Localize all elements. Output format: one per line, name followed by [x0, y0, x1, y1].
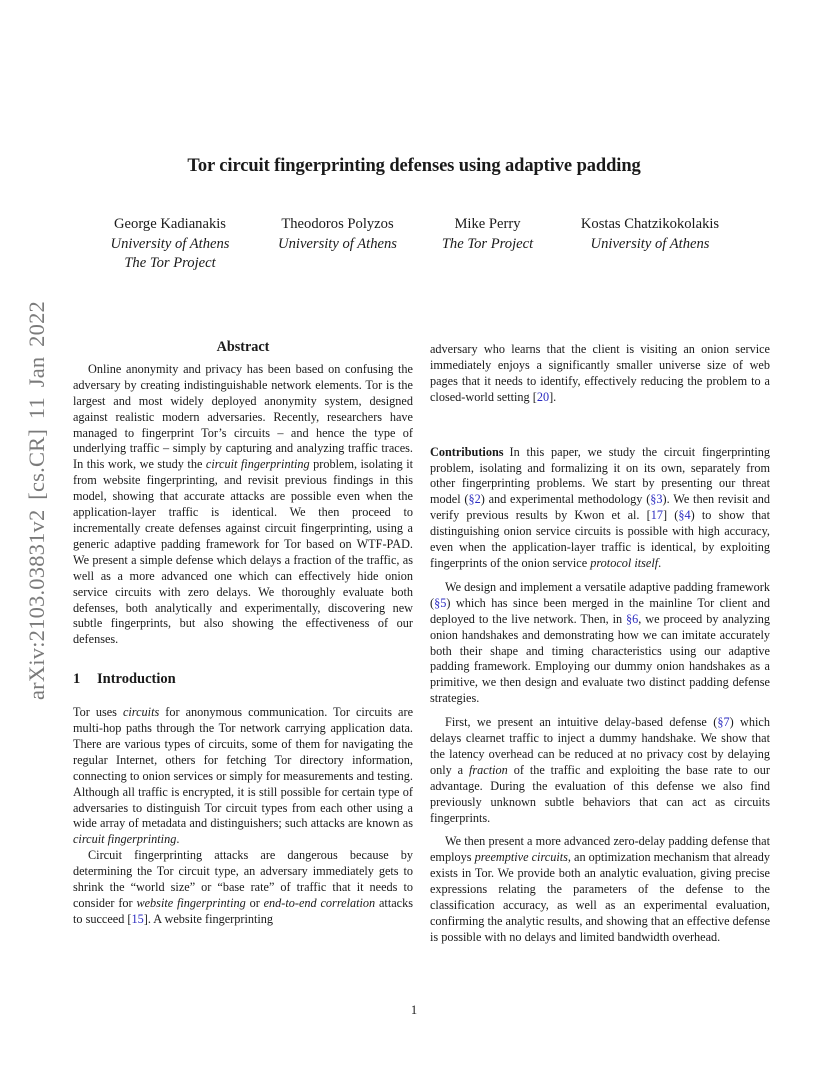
text-run: First, we present an intuitive delay-based defense (: [445, 715, 718, 730]
citation-link[interactable]: §5: [434, 595, 447, 610]
text-run: ) and experimental methodology (: [480, 492, 651, 507]
text-run: ].: [549, 389, 557, 404]
abstract-heading: Abstract: [216, 339, 270, 355]
author-3: [420, 215, 555, 254]
intro-paragraph-4: [430, 715, 770, 826]
author-name: George Kadianakis: [114, 216, 226, 232]
text-run: ) which has since been merged in the mainline Tor client and deployed to the live network. Then, in: [430, 595, 770, 626]
section-title: Introduction: [97, 671, 176, 688]
text-run: ) which delays clearnet traffic to inject a dummy handshake. We show that the latency overhead can be reduced at no privacy cost by delaying only a: [430, 715, 770, 777]
citation-link[interactable]: §7: [717, 715, 730, 730]
text-run: of the traffic and exploiting the base rate to our advantage. During the evaluation of this defense we also find previously unknown subtle behaviors that can act as circuits fingerprints.: [430, 762, 770, 825]
citation-link[interactable]: §6: [626, 611, 639, 626]
text-run: ] (: [663, 508, 679, 523]
text-run: ). We then revisit and verify previous results by Kwon et al. [: [430, 492, 771, 523]
text-run: We design and implement a versatile adaptive padding framework (: [430, 579, 770, 610]
page-number: 1: [410, 1003, 418, 1017]
author-name: Theodoros Polyzos: [281, 216, 394, 232]
citation-link[interactable]: 20: [536, 389, 550, 404]
contributions-paragraph: [430, 445, 770, 572]
right-column: [430, 342, 770, 946]
author-affiliation: The Tor Project: [441, 235, 534, 252]
contributions-heading: Contributions: [430, 444, 504, 459]
left-column: [73, 340, 413, 928]
author-2: [255, 215, 420, 254]
author-affiliation: The Tor Project: [124, 255, 216, 271]
author-name: Kostas Chatzikokolakis: [580, 216, 720, 232]
emphasis: preemptive circuits: [474, 850, 568, 865]
text-run: We then present a more advanced zero-delay padding defense that employs: [430, 834, 770, 865]
intro-paragraph-2: Circuit fingerprinting attacks are dangerous because by determining the Tor circuit type, an adversary immediately gets to shrink the “world size” or “base rate” of traffic that it needs to consider for website fingerprinting or end-to-end correlation attacks to succeed [15]. A website fingerprinting: [73, 848, 414, 926]
abstract-text: Online anonymity and privacy has been based on confusing the adversary by creating indistinguishable network elements. Tor is the largest and most widely deployed anonymity system, designed against realistic modern adversaries. Recently, researchers have managed to fingerprint Tor’s circuits – and hence the type of underlying traffic – simply by capturing and analyzing traffic traces. In this work, we study the circuit fingerprinting problem, isolating it from website fingerprinting, and revisit previous findings in this model, showing that accurate attacks are possible even when the application-layer traffic is identical. We then proceed to incrementally create defenses against circuit fingerprinting, using a generic adaptive padding framework for Tor based on WTF-PAD. We present a simple defense which delays a fraction of the traffic, as well as a more advanced one which can effectively hide onion service circuits with zero delays. We thoroughly evaluate both defenses, both analytically and experimentally, discovering new subtle fingerprints, but also showing the effectiveness of our defenses.: [73, 361, 414, 647]
author-1: [80, 215, 260, 274]
author-affiliation: University of Athens: [278, 235, 397, 252]
citation-link[interactable]: §4: [678, 508, 691, 523]
intro-paragraph-1: Tor uses circuits for anonymous communication. Tor circuits are multi-hop paths through the Tor network carrying application data. There are various types of circuits, some of them for navigating the regular Internet, others for fetching Tor directory information, connecting to onion services or simply for measurements and testing. Although all traffic is encrypted, it is still possible for certain type of adversaries to distinguish Tor circuit types from each other using a wide array of metadata and distinguishers; such attacks are known as circuit fingerprinting.: [73, 705, 414, 847]
section-number: 1: [73, 671, 81, 688]
arxiv-identifier-stamp: arXiv:2103.03831v2 [cs.CR] 11 Jan 2022: [24, 301, 49, 700]
citation-link[interactable]: 15: [131, 911, 144, 926]
text-run: .: [658, 555, 662, 570]
citation-link[interactable]: 17: [650, 508, 663, 523]
text-run: , we proceed by analyzing onion handshakes and demonstrating how we can imitate accurately both their shape and timing characteristics using our adaptive padding framework. Employing our dummy onion handshakes as a primitive, we then design and evaluate two distinct padding defense strategies.: [430, 611, 771, 706]
author-affiliation: University of Athens: [110, 235, 230, 252]
intro-paragraph-5: [430, 834, 770, 945]
section-heading-introduction: [73, 672, 413, 688]
citation-link[interactable]: §2: [468, 492, 481, 507]
author-name: Mike Perry: [454, 216, 521, 232]
emphasis: protocol itself: [590, 555, 659, 570]
text-run: , an optimization mechanism that already exists in Tor. We provide both an analytic evaluation, giving precise expressions relating the parameters of the defense to the classification accuracy, as well as an experimental evaluation, confirming the analytic results, and showing that an effective defense is possible with no delays and limited bandwidth overhead.: [430, 850, 771, 944]
author-affiliation: University of Athens: [590, 235, 710, 252]
intro-paragraph-2-continued: adversary who learns that the client is visiting an onion service immediately enjoys a significantly smaller universe size of web pages that it needs to identify, effectively reducing the problem to a closed-world setting [20].: [430, 342, 770, 404]
text-run: ) to show that distinguishing onion service circuits is possible with high accuracy, even when the application-layer traffic is identical, by exploiting fingerprints of the onion service: [430, 508, 771, 570]
author-4: [555, 215, 745, 254]
paper-title: Tor circuit fingerprinting defenses using adaptive padding: [187, 156, 641, 176]
emphasis: fraction: [469, 762, 508, 777]
citation-link[interactable]: §3: [650, 492, 663, 507]
intro-paragraph-3: [430, 580, 770, 707]
text-run: In this paper, we study the circuit fingerprinting problem, isolating and formalizing it on its own, separately from other fingerprinting problems. We start by presenting our threat model (: [430, 444, 770, 507]
